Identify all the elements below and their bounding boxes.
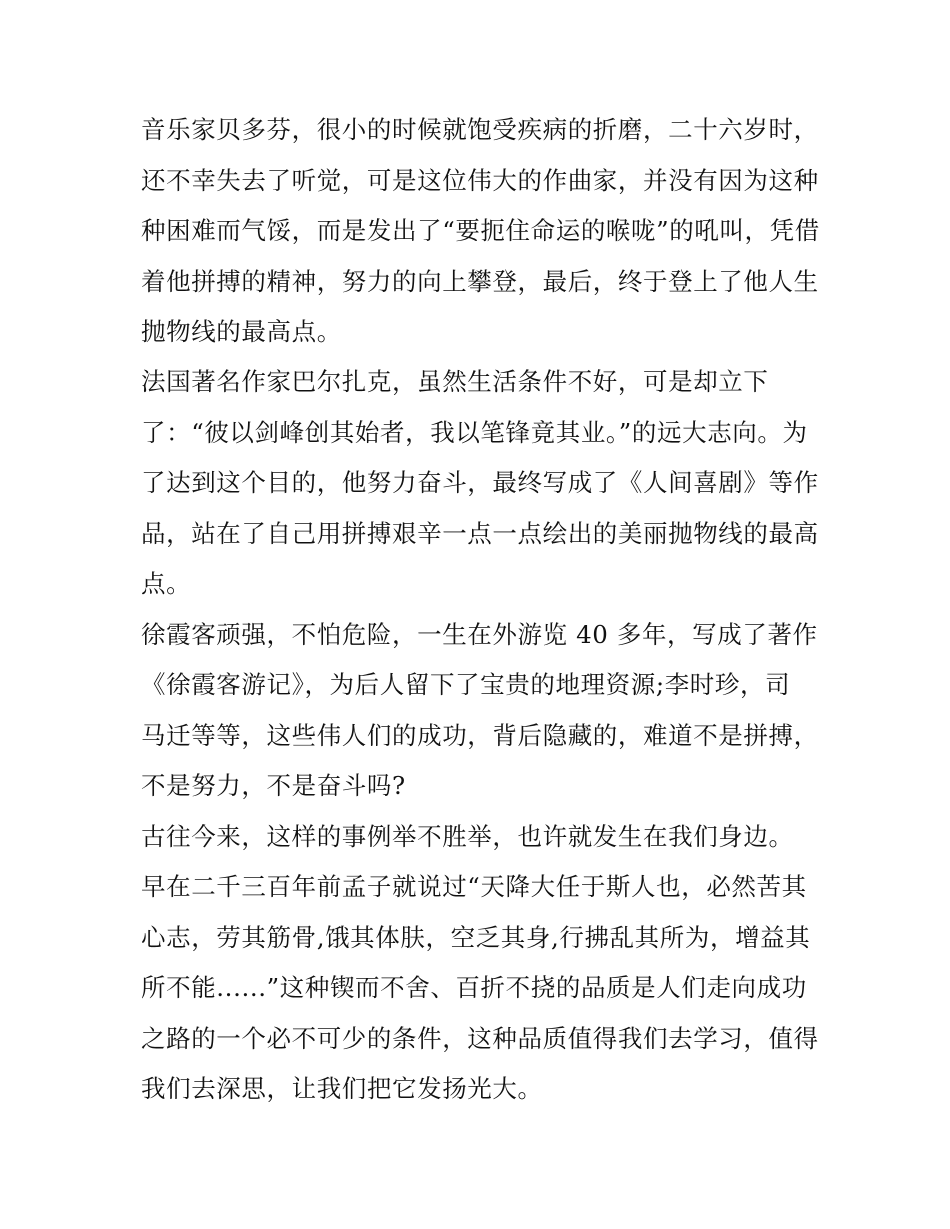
text-line: 徐霞客顽强，不怕危险，一生在外游览 40 多年，写成了著作 <box>141 620 818 649</box>
text-line: 不是努力，不是奋斗吗? <box>141 771 406 800</box>
text-line: 了达到这个目的，他努力奋斗，最终写成了《人间喜剧》等作 <box>141 468 819 497</box>
text-line: 所不能......”这种锲而不舍、百折不挠的品质是人们走向成功 <box>141 973 807 1002</box>
text-line: 音乐家贝多芬，很小的时候就饱受疾病的折磨，二十六岁时， <box>141 115 819 144</box>
text-line: 抛物线的最高点。 <box>141 317 342 346</box>
text-line: 种困难而气馁，而是发出了“要扼住命运的喉咙”的吼叫，凭借 <box>141 216 820 245</box>
text-line: 法国著名作家巴尔扎克，虽然生活条件不好，可是却立下 <box>141 367 769 396</box>
text-line: 早在二千三百年前孟子就说过“天降大任于斯人也，必然苦其 <box>141 872 807 901</box>
text-line: 了：“彼以剑峰创其始者，我以笔锋竟其业。”的远大志向。为 <box>141 418 808 447</box>
text-line: 我们去深思，让我们把它发扬光大。 <box>141 1074 543 1103</box>
text-line: 着他拼搏的精神，努力的向上攀登，最后，终于登上了他人生 <box>141 267 819 296</box>
text-line: 《徐霞客游记》，为后人留下了宝贵的地理资源;李时珍，司 <box>141 670 791 699</box>
text-line: 品，站在了自己用拼搏艰辛一点一点绘出的美丽抛物线的最高 <box>141 519 819 548</box>
text-line: 古往今来，这样的事例举不胜举，也许就发生在我们身边。 <box>141 822 794 851</box>
text-line: 还不幸失去了听觉，可是这位伟大的作曲家，并没有因为这种 <box>141 166 819 195</box>
text-line: 马迁等等，这些伟人们的成功，背后隐藏的，难道不是拼搏， <box>141 721 819 750</box>
text-line: 之路的一个必不可少的条件，这种品质值得我们去学习，值得 <box>141 1024 819 1053</box>
text-line: 点。 <box>141 569 192 598</box>
text-line: 心志，劳其筋骨,饿其体肤，空乏其身,行拂乱其所为，增益其 <box>141 923 811 952</box>
